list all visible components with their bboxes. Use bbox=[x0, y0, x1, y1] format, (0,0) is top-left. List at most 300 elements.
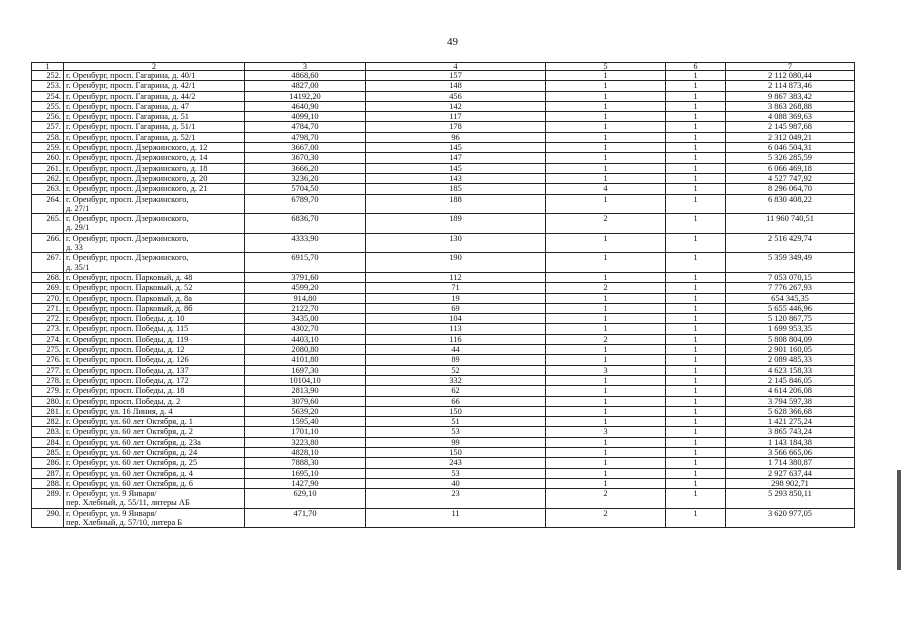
address-cell bbox=[64, 417, 245, 427]
col4-cell: 178 bbox=[366, 122, 546, 132]
address-line: г. Оренбург, ул. 60 лет Октября, д. 1 bbox=[66, 417, 193, 427]
row-number: 284. bbox=[32, 437, 64, 447]
amount-cell: 7 053 070,15 bbox=[726, 272, 855, 282]
col4-cell: 147 bbox=[366, 153, 546, 163]
address-line: д. 27/1 bbox=[66, 203, 90, 213]
address-line: д. 29/1 bbox=[66, 223, 90, 233]
table-row bbox=[32, 375, 855, 385]
area-cell: 5704,50 bbox=[245, 184, 366, 194]
col6-cell: 1 bbox=[666, 386, 726, 396]
col5-cell: 2 bbox=[546, 489, 666, 509]
address-line: г. Оренбург, просп. Парковый, д. 8б bbox=[66, 303, 193, 313]
area-cell: 4302,70 bbox=[245, 324, 366, 334]
col6-cell: 1 bbox=[666, 122, 726, 132]
address-cell bbox=[64, 427, 245, 437]
area-cell: 5639,20 bbox=[245, 406, 366, 416]
table-row bbox=[32, 386, 855, 396]
table-row bbox=[32, 153, 855, 163]
row-number: 282. bbox=[32, 417, 64, 427]
area-cell: 4827,00 bbox=[245, 81, 366, 91]
address-cell bbox=[64, 489, 245, 509]
address-cell bbox=[64, 233, 245, 253]
col6-cell: 1 bbox=[666, 81, 726, 91]
address-line: г. Оренбург, просп. Дзержинского, д. 14 bbox=[66, 153, 208, 163]
amount-cell: 11 960 740,51 bbox=[726, 214, 855, 234]
address-line: г. Оренбург, просп. Дзержинского, д. 21 bbox=[66, 184, 208, 194]
address-cell bbox=[64, 458, 245, 468]
area-cell: 3670,30 bbox=[245, 153, 366, 163]
row-number: 290. bbox=[32, 508, 64, 528]
table-row bbox=[32, 324, 855, 334]
address-cell bbox=[64, 101, 245, 111]
table-row bbox=[32, 458, 855, 468]
col4-cell: 112 bbox=[366, 272, 546, 282]
col5-cell: 1 bbox=[546, 71, 666, 81]
row-number: 285. bbox=[32, 447, 64, 457]
address-line: г. Оренбург, просп. Гагарина, д. 51 bbox=[66, 112, 189, 122]
col5-cell: 1 bbox=[546, 437, 666, 447]
row-number: 259. bbox=[32, 143, 64, 153]
amount-cell: 2 516 429,74 bbox=[726, 233, 855, 253]
table-row bbox=[32, 314, 855, 324]
col4-cell: 117 bbox=[366, 112, 546, 122]
col-header-1: 1 bbox=[32, 63, 64, 71]
col5-cell: 1 bbox=[546, 81, 666, 91]
amount-cell: 2 145 987,68 bbox=[726, 122, 855, 132]
col5-cell: 1 bbox=[546, 355, 666, 365]
table-row bbox=[32, 478, 855, 488]
table-row bbox=[32, 355, 855, 365]
address-cell bbox=[64, 355, 245, 365]
row-number: 274. bbox=[32, 334, 64, 344]
address-cell bbox=[64, 122, 245, 132]
amount-cell: 2 112 080,44 bbox=[726, 71, 855, 81]
table-row bbox=[32, 345, 855, 355]
amount-cell: 3 566 665,06 bbox=[726, 447, 855, 457]
col6-cell: 1 bbox=[666, 489, 726, 509]
area-cell: 10104,10 bbox=[245, 375, 366, 385]
row-number: 278. bbox=[32, 375, 64, 385]
col4-cell: 104 bbox=[366, 314, 546, 324]
address-line: г. Оренбург, ул. 60 лет Октября, д. 23а bbox=[66, 437, 201, 447]
col-header-6: 6 bbox=[666, 63, 726, 71]
area-cell: 3079,60 bbox=[245, 396, 366, 406]
address-cell bbox=[64, 324, 245, 334]
row-number: 262. bbox=[32, 173, 64, 183]
amount-cell: 2 927 637,44 bbox=[726, 468, 855, 478]
col-header-7: 7 bbox=[726, 63, 855, 71]
address-cell bbox=[64, 132, 245, 142]
address-line: г. Оренбург, просп. Парковый, д. 52 bbox=[66, 283, 193, 293]
amount-cell: 5 293 850,11 bbox=[726, 489, 855, 509]
col4-cell: 71 bbox=[366, 283, 546, 293]
address-cell bbox=[64, 71, 245, 81]
address-cell bbox=[64, 283, 245, 293]
address-cell bbox=[64, 143, 245, 153]
address-cell bbox=[64, 303, 245, 313]
col6-cell: 1 bbox=[666, 508, 726, 528]
table-row bbox=[32, 214, 855, 234]
table-row bbox=[32, 233, 855, 253]
row-number: 258. bbox=[32, 132, 64, 142]
col5-cell: 1 bbox=[546, 132, 666, 142]
row-number: 266. bbox=[32, 233, 64, 253]
col4-cell: 116 bbox=[366, 334, 546, 344]
row-number: 252. bbox=[32, 71, 64, 81]
address-cell bbox=[64, 468, 245, 478]
amount-cell: 3 794 597,38 bbox=[726, 396, 855, 406]
col4-cell: 332 bbox=[366, 375, 546, 385]
col4-cell: 11 bbox=[366, 508, 546, 528]
table-row bbox=[32, 81, 855, 91]
col6-cell: 1 bbox=[666, 468, 726, 478]
amount-cell: 5 628 366,68 bbox=[726, 406, 855, 416]
row-number: 276. bbox=[32, 355, 64, 365]
col4-cell: 19 bbox=[366, 293, 546, 303]
amount-cell: 5 326 285,59 bbox=[726, 153, 855, 163]
address-cell bbox=[64, 396, 245, 406]
col4-cell: 51 bbox=[366, 417, 546, 427]
area-cell: 7888,30 bbox=[245, 458, 366, 468]
col6-cell: 1 bbox=[666, 427, 726, 437]
table-row bbox=[32, 132, 855, 142]
address-line: г. Оренбург, просп. Победы, д. 126 bbox=[66, 355, 189, 365]
amount-cell: 3 865 743,24 bbox=[726, 427, 855, 437]
row-number: 288. bbox=[32, 478, 64, 488]
address-line: г. Оренбург, ул. 60 лет Октября, д. 6 bbox=[66, 478, 193, 488]
col4-cell: 142 bbox=[366, 101, 546, 111]
row-number: 287. bbox=[32, 468, 64, 478]
col5-cell: 4 bbox=[546, 184, 666, 194]
col4-cell: 113 bbox=[366, 324, 546, 334]
col5-cell: 1 bbox=[546, 173, 666, 183]
col5-cell: 3 bbox=[546, 427, 666, 437]
col6-cell: 1 bbox=[666, 478, 726, 488]
amount-cell: 1 714 380,87 bbox=[726, 458, 855, 468]
table-row bbox=[32, 396, 855, 406]
amount-cell: 2 312 049,21 bbox=[726, 132, 855, 142]
row-number: 275. bbox=[32, 345, 64, 355]
address-line: г. Оренбург, просп. Парковый, д. 8а bbox=[66, 293, 192, 303]
address-cell bbox=[64, 91, 245, 101]
row-number: 272. bbox=[32, 314, 64, 324]
row-number: 273. bbox=[32, 324, 64, 334]
amount-cell: 1 143 184,38 bbox=[726, 437, 855, 447]
address-cell bbox=[64, 81, 245, 91]
area-cell: 3236,20 bbox=[245, 173, 366, 183]
col5-cell: 1 bbox=[546, 314, 666, 324]
col5-cell: 1 bbox=[546, 386, 666, 396]
row-number: 253. bbox=[32, 81, 64, 91]
amount-cell: 4 527 747,92 bbox=[726, 173, 855, 183]
area-cell: 3791,60 bbox=[245, 272, 366, 282]
col4-cell: 89 bbox=[366, 355, 546, 365]
area-cell: 6915,70 bbox=[245, 253, 366, 273]
address-cell bbox=[64, 375, 245, 385]
col6-cell: 1 bbox=[666, 458, 726, 468]
col4-cell: 157 bbox=[366, 71, 546, 81]
col4-cell: 190 bbox=[366, 253, 546, 273]
table-row bbox=[32, 173, 855, 183]
page-number: 49 bbox=[447, 36, 458, 48]
col6-cell: 1 bbox=[666, 283, 726, 293]
address-cell bbox=[64, 272, 245, 282]
address-line: д. 33 bbox=[66, 243, 83, 253]
area-cell: 4333,90 bbox=[245, 233, 366, 253]
col4-cell: 44 bbox=[366, 345, 546, 355]
row-number: 281. bbox=[32, 406, 64, 416]
area-cell: 1595,40 bbox=[245, 417, 366, 427]
address-cell bbox=[64, 253, 245, 273]
col4-cell: 188 bbox=[366, 194, 546, 214]
scan-edge-mark bbox=[897, 470, 901, 570]
col5-cell: 2 bbox=[546, 214, 666, 234]
address-line: г. Оренбург, просп. Дзержинского, д. 18 bbox=[66, 163, 208, 173]
col-header-5: 5 bbox=[546, 63, 666, 71]
col6-cell: 1 bbox=[666, 163, 726, 173]
amount-cell: 4 088 369,63 bbox=[726, 112, 855, 122]
col6-cell: 1 bbox=[666, 153, 726, 163]
address-line: г. Оренбург, просп. Дзержинского, bbox=[66, 233, 189, 243]
table-row bbox=[32, 489, 855, 509]
address-line: г. Оренбург, просп. Победы, д. 119 bbox=[66, 334, 189, 344]
area-cell: 2122,70 bbox=[245, 303, 366, 313]
address-cell bbox=[64, 194, 245, 214]
table-row bbox=[32, 437, 855, 447]
row-number: 257. bbox=[32, 122, 64, 132]
area-cell: 4599,20 bbox=[245, 283, 366, 293]
address-line: г. Оренбург, просп. Гагарина, д. 44/2 bbox=[66, 91, 196, 101]
area-cell: 3435,00 bbox=[245, 314, 366, 324]
amount-cell: 2 901 160,05 bbox=[726, 345, 855, 355]
amount-cell: 6 830 408,22 bbox=[726, 194, 855, 214]
col4-cell: 52 bbox=[366, 365, 546, 375]
col5-cell: 3 bbox=[546, 365, 666, 375]
address-cell bbox=[64, 214, 245, 234]
address-line: г. Оренбург, ул. 60 лет Октября, д. 2 bbox=[66, 427, 193, 437]
amount-cell: 1 699 953,35 bbox=[726, 324, 855, 334]
table-row bbox=[32, 122, 855, 132]
address-cell bbox=[64, 478, 245, 488]
amount-cell: 6 046 504,31 bbox=[726, 143, 855, 153]
row-number: 283. bbox=[32, 427, 64, 437]
row-number: 267. bbox=[32, 253, 64, 273]
col5-cell: 1 bbox=[546, 194, 666, 214]
amount-cell: 1 421 275,24 bbox=[726, 417, 855, 427]
address-line: г. Оренбург, просп. Гагарина, д. 42/1 bbox=[66, 81, 196, 91]
col5-cell: 1 bbox=[546, 101, 666, 111]
row-number: 280. bbox=[32, 396, 64, 406]
area-cell: 3223,80 bbox=[245, 437, 366, 447]
col5-cell: 1 bbox=[546, 417, 666, 427]
table-row bbox=[32, 253, 855, 273]
area-cell: 3666,20 bbox=[245, 163, 366, 173]
col4-cell: 69 bbox=[366, 303, 546, 313]
col4-cell: 150 bbox=[366, 447, 546, 457]
col5-cell: 1 bbox=[546, 293, 666, 303]
table-row bbox=[32, 283, 855, 293]
col5-cell: 1 bbox=[546, 122, 666, 132]
amount-cell: 4 623 158,33 bbox=[726, 365, 855, 375]
address-line: г. Оренбург, просп. Гагарина, д. 40/1 bbox=[66, 71, 196, 80]
col4-cell: 66 bbox=[366, 396, 546, 406]
address-line: г. Оренбург, просп. Победы, д. 2 bbox=[66, 396, 181, 406]
table-row bbox=[32, 272, 855, 282]
area-cell: 4101,80 bbox=[245, 355, 366, 365]
address-cell bbox=[64, 153, 245, 163]
area-cell: 1701,10 bbox=[245, 427, 366, 437]
amount-cell: 2 114 873,46 bbox=[726, 81, 855, 91]
col6-cell: 1 bbox=[666, 173, 726, 183]
col6-cell: 1 bbox=[666, 143, 726, 153]
amount-cell: 2 145 846,05 bbox=[726, 375, 855, 385]
col6-cell: 1 bbox=[666, 437, 726, 447]
row-number: 286. bbox=[32, 458, 64, 468]
address-line: пер. Хлебный, д. 55/11, литеры АБ bbox=[66, 498, 190, 508]
col5-cell: 1 bbox=[546, 345, 666, 355]
col6-cell: 1 bbox=[666, 447, 726, 457]
amount-cell: 6 066 469,18 bbox=[726, 163, 855, 173]
col5-cell: 1 bbox=[546, 153, 666, 163]
table-row bbox=[32, 417, 855, 427]
amount-cell: 5 120 867,75 bbox=[726, 314, 855, 324]
address-cell bbox=[64, 365, 245, 375]
address-line: г. Оренбург, ул. 60 лет Октября, д. 25 bbox=[66, 458, 198, 468]
col4-cell: 62 bbox=[366, 386, 546, 396]
address-line: г. Оренбург, ул. 60 лет Октября, д. 24 bbox=[66, 447, 198, 457]
area-cell: 471,70 bbox=[245, 508, 366, 528]
amount-cell: 5 655 446,96 bbox=[726, 303, 855, 313]
address-line: г. Оренбург, просп. Гагарина, д. 52/1 bbox=[66, 132, 196, 142]
amount-cell: 298 902,71 bbox=[726, 478, 855, 488]
table-row bbox=[32, 468, 855, 478]
col6-cell: 1 bbox=[666, 272, 726, 282]
table-row bbox=[32, 334, 855, 344]
address-cell bbox=[64, 293, 245, 303]
address-cell bbox=[64, 386, 245, 396]
area-cell: 14192,20 bbox=[245, 91, 366, 101]
amount-cell: 5 808 804,09 bbox=[726, 334, 855, 344]
address-line: г. Оренбург, ул. 9 Января/ bbox=[66, 508, 157, 518]
col6-cell: 1 bbox=[666, 365, 726, 375]
col6-cell: 1 bbox=[666, 345, 726, 355]
table-row bbox=[32, 365, 855, 375]
address-line: г. Оренбург, просп. Дзержинского, д. 12 bbox=[66, 143, 208, 153]
address-cell bbox=[64, 184, 245, 194]
row-number: 289. bbox=[32, 489, 64, 509]
col4-cell: 130 bbox=[366, 233, 546, 253]
col6-cell: 1 bbox=[666, 214, 726, 234]
area-cell: 4798,70 bbox=[245, 132, 366, 142]
area-cell: 914,80 bbox=[245, 293, 366, 303]
column-number-row bbox=[32, 63, 855, 71]
col4-cell: 185 bbox=[366, 184, 546, 194]
address-line: г. Оренбург, просп. Победы, д. 172 bbox=[66, 375, 189, 385]
address-line: г. Оренбург, просп. Победы, д. 115 bbox=[66, 324, 189, 334]
address-line: г. Оренбург, просп. Дзержинского, bbox=[66, 253, 189, 263]
amount-cell: 3 863 268,88 bbox=[726, 101, 855, 111]
col4-cell: 96 bbox=[366, 132, 546, 142]
area-cell: 4868,60 bbox=[245, 71, 366, 81]
table-row bbox=[32, 303, 855, 313]
col4-cell: 23 bbox=[366, 489, 546, 509]
address-line: г. Оренбург, просп. Гагарина, д. 47 bbox=[66, 101, 189, 111]
col-header-2: 2 bbox=[64, 63, 245, 71]
area-cell: 4403,10 bbox=[245, 334, 366, 344]
col6-cell: 1 bbox=[666, 314, 726, 324]
col5-cell: 1 bbox=[546, 91, 666, 101]
col4-cell: 189 bbox=[366, 214, 546, 234]
col-header-3: 3 bbox=[245, 63, 366, 71]
col6-cell: 1 bbox=[666, 101, 726, 111]
col5-cell: 1 bbox=[546, 447, 666, 457]
row-number: 255. bbox=[32, 101, 64, 111]
col6-cell: 1 bbox=[666, 293, 726, 303]
col5-cell: 1 bbox=[546, 478, 666, 488]
col5-cell: 2 bbox=[546, 508, 666, 528]
col4-cell: 143 bbox=[366, 173, 546, 183]
area-cell: 6789,70 bbox=[245, 194, 366, 214]
col4-cell: 99 bbox=[366, 437, 546, 447]
address-line: г. Оренбург, ул. 60 лет Октября, д. 4 bbox=[66, 468, 193, 478]
amount-cell: 9 867 383,42 bbox=[726, 91, 855, 101]
address-line: г. Оренбург, просп. Гагарина, д. 51/1 bbox=[66, 122, 196, 132]
col6-cell: 1 bbox=[666, 71, 726, 81]
address-cell bbox=[64, 508, 245, 528]
col5-cell: 1 bbox=[546, 233, 666, 253]
row-number: 263. bbox=[32, 184, 64, 194]
address-line: пер. Хлебный, д. 57/10, литера Б bbox=[66, 518, 183, 528]
col4-cell: 53 bbox=[366, 468, 546, 478]
col6-cell: 1 bbox=[666, 233, 726, 253]
row-number: 279. bbox=[32, 386, 64, 396]
col4-cell: 53 bbox=[366, 427, 546, 437]
table-row bbox=[32, 91, 855, 101]
col4-cell: 456 bbox=[366, 91, 546, 101]
table-row bbox=[32, 447, 855, 457]
col6-cell: 1 bbox=[666, 375, 726, 385]
amount-cell: 8 296 064,70 bbox=[726, 184, 855, 194]
col4-cell: 148 bbox=[366, 81, 546, 91]
col5-cell: 1 bbox=[546, 375, 666, 385]
col6-cell: 1 bbox=[666, 406, 726, 416]
amount-cell: 3 620 977,05 bbox=[726, 508, 855, 528]
row-number: 265. bbox=[32, 214, 64, 234]
address-line: г. Оренбург, просп. Победы, д. 10 bbox=[66, 314, 185, 324]
col6-cell: 1 bbox=[666, 194, 726, 214]
col6-cell: 1 bbox=[666, 91, 726, 101]
col6-cell: 1 bbox=[666, 132, 726, 142]
col4-cell: 145 bbox=[366, 163, 546, 173]
table-row bbox=[32, 184, 855, 194]
col5-cell: 1 bbox=[546, 324, 666, 334]
col6-cell: 1 bbox=[666, 112, 726, 122]
col5-cell: 1 bbox=[546, 303, 666, 313]
amount-cell: 654 345,35 bbox=[726, 293, 855, 303]
col6-cell: 1 bbox=[666, 334, 726, 344]
address-line: г. Оренбург, ул. 9 Января/ bbox=[66, 489, 157, 499]
col5-cell: 1 bbox=[546, 163, 666, 173]
area-cell: 2080,80 bbox=[245, 345, 366, 355]
register-table bbox=[31, 62, 855, 528]
address-line: г. Оренбург, просп. Дзержинского, bbox=[66, 194, 189, 204]
area-cell: 3667,00 bbox=[245, 143, 366, 153]
amount-cell: 2 089 485,33 bbox=[726, 355, 855, 365]
row-number: 254. bbox=[32, 91, 64, 101]
col4-cell: 40 bbox=[366, 478, 546, 488]
area-cell: 629,10 bbox=[245, 489, 366, 509]
col6-cell: 1 bbox=[666, 184, 726, 194]
